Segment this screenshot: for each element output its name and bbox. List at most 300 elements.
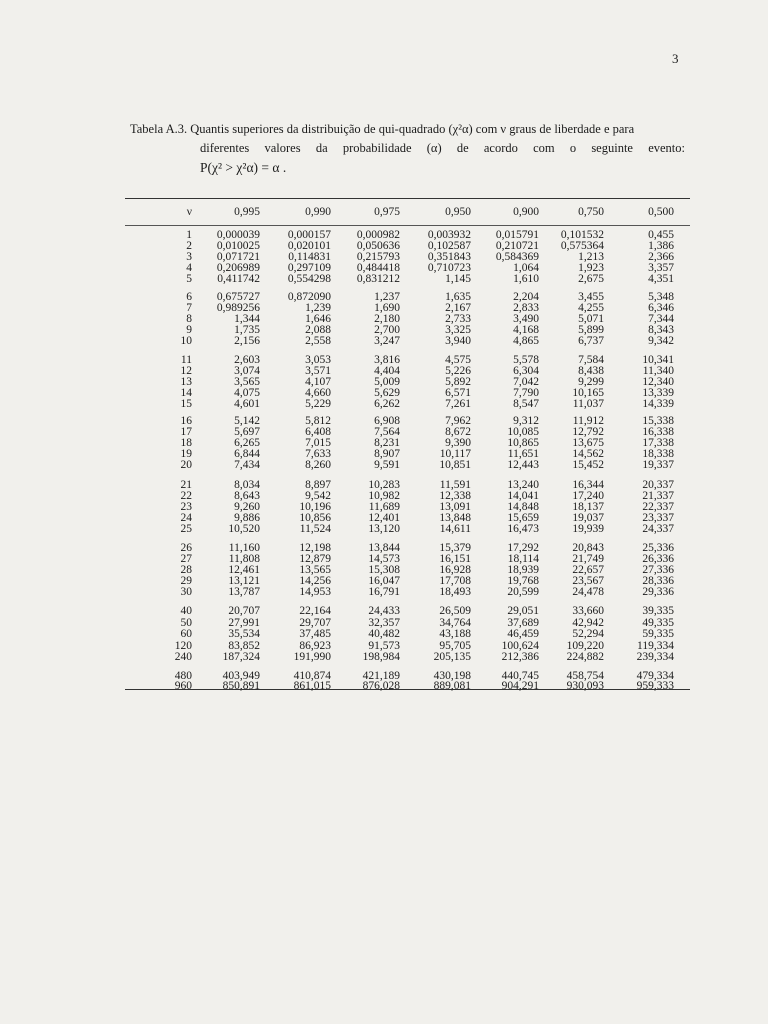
quantile-cell: 9,591 (374, 459, 400, 472)
quantile-cell: 8,438 (578, 365, 604, 378)
quantile-cell: 10,856 (299, 512, 331, 525)
quantile-cell: 7,790 (513, 387, 539, 400)
nu-cell: 20 (180, 459, 192, 472)
quantile-cell: 0,710723 (427, 262, 471, 275)
quantile-cell: 5,348 (648, 291, 674, 303)
quantile-cell: 9,342 (648, 335, 674, 348)
quantile-cell: 10,865 (507, 437, 539, 450)
quantile-cell: 1,237 (374, 291, 400, 303)
quantile-cell: 9,886 (234, 512, 260, 525)
quantile-cell: 13,675 (572, 437, 604, 450)
quantile-cell: 479,334 (636, 670, 674, 682)
quantile-cell: 11,912 (572, 415, 604, 427)
table-caption (130, 120, 685, 177)
quantile-cell: 2,167 (445, 302, 471, 315)
quantile-cell: 0,000982 (356, 229, 400, 241)
quantile-cell: 39,335 (642, 605, 674, 617)
quantile-cell: 29,051 (507, 605, 539, 617)
quantile-cell: 6,408 (305, 426, 331, 439)
quantile-cell: 410,874 (293, 670, 331, 682)
quantile-cell: 7,261 (445, 398, 471, 411)
quantile-cell: 8,260 (305, 459, 331, 472)
quantile-cell: 7,042 (513, 376, 539, 389)
quantile-cell: 13,848 (439, 512, 471, 525)
quantile-cell: 1,646 (305, 313, 331, 326)
quantile-cell: 20,599 (507, 586, 539, 599)
table-row (0, 651, 768, 663)
nu-cell: 18 (180, 437, 192, 450)
quantile-cell: 14,573 (368, 553, 400, 566)
quantile-cell: 4,075 (234, 387, 260, 400)
quantile-cell: 17,338 (642, 437, 674, 450)
quantile-cell: 0,411742 (217, 273, 260, 286)
quantile-cell: 15,338 (642, 415, 674, 427)
table-row (0, 605, 768, 617)
quantile-cell: 5,142 (234, 415, 260, 427)
quantile-cell: 8,907 (374, 448, 400, 461)
quantile-cell: 14,562 (572, 448, 604, 461)
table-row (0, 523, 768, 535)
quantile-cell: 11,651 (507, 448, 539, 461)
quantile-cell: 26,509 (439, 605, 471, 617)
quantile-cell: 24,337 (642, 523, 674, 536)
quantile-cell: 8,034 (234, 479, 260, 491)
table-header-rule (125, 225, 690, 226)
quantile-cell: 100,624 (501, 640, 539, 652)
quantile-cell: 27,991 (228, 617, 260, 629)
quantile-cell: 28,336 (642, 575, 674, 588)
nu-cell: 14 (180, 387, 192, 400)
nu-cell: 7 (186, 302, 192, 315)
quantile-cell: 23,567 (572, 575, 604, 588)
quantile-cell: 15,659 (507, 512, 539, 525)
nu-cell: 19 (180, 448, 192, 461)
nu-cell: 26 (180, 542, 192, 554)
quantile-cell: 49,335 (642, 617, 674, 629)
quantile-cell: 8,547 (513, 398, 539, 411)
quantile-cell: 4,168 (513, 324, 539, 337)
quantile-cell: 0,114831 (288, 251, 331, 264)
quantile-cell: 0,000039 (216, 229, 260, 241)
quantile-cell: 35,534 (228, 628, 260, 640)
quantile-cell: 5,812 (305, 415, 331, 427)
quantile-cell: 8,672 (445, 426, 471, 439)
quantile-cell: 95,705 (439, 640, 471, 652)
quantile-cell: 11,160 (228, 542, 260, 554)
quantile-cell: 37,689 (507, 617, 539, 629)
quantile-cell: 109,220 (566, 640, 604, 652)
quantile-cell: 0,297109 (287, 262, 331, 275)
quantile-cell: 5,629 (374, 387, 400, 400)
page-number: 3 (672, 51, 679, 66)
quantile-cell: 12,401 (368, 512, 400, 525)
quantile-cell: 2,088 (305, 324, 331, 337)
quantile-cell: 212,386 (501, 651, 539, 663)
quantile-cell: 11,524 (299, 523, 331, 536)
quantile-cell: 0,206989 (216, 262, 260, 275)
quantile-cell: 6,346 (648, 302, 674, 315)
nu-cell: 9 (186, 324, 192, 337)
nu-cell: 28 (180, 564, 192, 577)
quantile-cell: 6,908 (374, 415, 400, 427)
quantile-cell: 440,745 (501, 670, 539, 682)
quantile-cell: 46,459 (507, 628, 539, 640)
quantile-cell: 5,071 (578, 313, 604, 326)
quantile-cell: 2,204 (513, 291, 539, 303)
nu-cell: 960 (174, 680, 192, 692)
nu-header: ν (186, 206, 192, 218)
quantile-cell: 876,028 (362, 680, 400, 692)
quantile-cell: 6,304 (513, 365, 539, 378)
quantile-cell: 15,308 (368, 564, 400, 577)
quantile-cell: 889,081 (433, 680, 471, 692)
quantile-cell: 18,493 (439, 586, 471, 599)
quantile-cell: 3,490 (513, 313, 539, 326)
quantile-cell: 86,923 (299, 640, 331, 652)
alpha-header: 0,750 (578, 206, 604, 218)
nu-cell: 17 (180, 426, 192, 439)
quantile-cell: 403,949 (222, 670, 260, 682)
quantile-cell: 10,283 (368, 479, 400, 491)
quantile-cell: 0,575364 (560, 240, 604, 253)
nu-cell: 30 (180, 586, 192, 599)
quantile-cell: 7,434 (234, 459, 260, 472)
quantile-cell: 9,542 (305, 490, 331, 503)
quantile-cell: 26,336 (642, 553, 674, 566)
table-row (0, 398, 768, 410)
quantile-cell: 42,942 (572, 617, 604, 629)
quantile-cell: 3,565 (234, 376, 260, 389)
quantile-cell: 239,334 (636, 651, 674, 663)
quantile-cell: 6,265 (234, 437, 260, 450)
nu-cell: 240 (174, 651, 192, 663)
quantile-cell: 8,343 (648, 324, 674, 337)
quantile-cell: 12,443 (507, 459, 539, 472)
quantile-cell: 12,879 (299, 553, 331, 566)
quantile-cell: 59,335 (642, 628, 674, 640)
table-header-row (0, 206, 768, 218)
quantile-cell: 0,872090 (287, 291, 331, 303)
quantile-cell: 10,341 (642, 354, 674, 366)
quantile-cell: 2,733 (445, 313, 471, 326)
quantile-cell: 13,120 (368, 523, 400, 536)
quantile-cell: 25,336 (642, 542, 674, 554)
quantile-cell: 9,299 (578, 376, 604, 389)
quantile-cell: 10,851 (439, 459, 471, 472)
quantile-cell: 13,240 (507, 479, 539, 491)
quantile-cell: 0,071721 (216, 251, 260, 264)
quantile-cell: 13,565 (299, 564, 331, 577)
caption-line-2: diferentes valores da probabilidade (α) de acordo com o seguinte evento: (200, 141, 685, 155)
quantile-cell: 6,571 (445, 387, 471, 400)
quantile-cell: 10,196 (299, 501, 331, 514)
quantile-cell: 4,255 (578, 302, 604, 315)
quantile-cell: 52,294 (572, 628, 604, 640)
quantile-cell: 2,700 (374, 324, 400, 337)
quantile-cell: 40,482 (368, 628, 400, 640)
quantile-cell: 861,015 (293, 680, 331, 692)
nu-cell: 480 (174, 670, 192, 682)
quantile-cell: 20,843 (572, 542, 604, 554)
nu-cell: 13 (180, 376, 192, 389)
quantile-cell: 14,611 (439, 523, 471, 536)
quantile-cell: 34,764 (439, 617, 471, 629)
quantile-cell: 0,989256 (216, 302, 260, 315)
quantile-cell: 0,003932 (427, 229, 471, 241)
quantile-cell: 11,037 (572, 398, 604, 411)
quantile-cell: 8,897 (305, 479, 331, 491)
nu-cell: 5 (186, 273, 192, 286)
quantile-cell: 1,213 (578, 251, 604, 264)
quantile-cell: 14,848 (507, 501, 539, 514)
quantile-cell: 4,660 (305, 387, 331, 400)
quantile-cell: 21,749 (572, 553, 604, 566)
quantile-cell: 2,366 (648, 251, 674, 264)
quantile-cell: 43,188 (439, 628, 471, 640)
quantile-cell: 17,708 (439, 575, 471, 588)
quantile-cell: 12,340 (642, 376, 674, 389)
quantile-cell: 18,137 (572, 501, 604, 514)
quantile-cell: 191,990 (293, 651, 331, 663)
quantile-cell: 198,984 (362, 651, 400, 663)
table-row (0, 628, 768, 640)
quantile-cell: 29,707 (299, 617, 331, 629)
quantile-cell: 14,041 (507, 490, 539, 503)
alpha-header: 0,950 (445, 206, 471, 218)
quantile-cell: 16,344 (572, 479, 604, 491)
quantile-cell: 1,923 (578, 262, 604, 275)
quantile-cell: 850,891 (222, 680, 260, 692)
nu-cell: 23 (180, 501, 192, 514)
quantile-cell: 2,180 (374, 313, 400, 326)
quantile-cell: 18,338 (642, 448, 674, 461)
quantile-cell: 29,336 (642, 586, 674, 599)
quantile-cell: 16,928 (439, 564, 471, 577)
alpha-header: 0,975 (374, 206, 400, 218)
quantile-cell: 13,091 (439, 501, 471, 514)
quantile-cell: 0,351843 (427, 251, 471, 264)
nu-cell: 27 (180, 553, 192, 566)
quantile-cell: 4,107 (305, 376, 331, 389)
quantile-cell: 7,584 (578, 354, 604, 366)
nu-cell: 12 (180, 365, 192, 378)
nu-cell: 3 (186, 251, 192, 264)
quantile-cell: 904,291 (501, 680, 539, 692)
quantile-cell: 421,189 (362, 670, 400, 682)
quantile-cell: 7,344 (648, 313, 674, 326)
quantile-cell: 959,333 (636, 680, 674, 692)
quantile-cell: 2,833 (513, 302, 539, 315)
quantile-cell: 1,239 (305, 302, 331, 315)
quantile-cell: 0,675727 (216, 291, 260, 303)
quantile-cell: 11,689 (368, 501, 400, 514)
quantile-cell: 0,101532 (560, 229, 604, 241)
table-top-rule (125, 198, 690, 199)
table-row (0, 680, 768, 692)
quantile-cell: 5,899 (578, 324, 604, 337)
quantile-cell: 3,940 (445, 335, 471, 348)
quantile-cell: 4,575 (445, 354, 471, 366)
quantile-cell: 3,325 (445, 324, 471, 337)
quantile-cell: 14,256 (299, 575, 331, 588)
nu-cell: 21 (180, 479, 192, 491)
quantile-cell: 0,020101 (287, 240, 331, 253)
quantile-cell: 13,844 (368, 542, 400, 554)
quantile-cell: 7,564 (374, 426, 400, 439)
alpha-header: 0,990 (305, 206, 331, 218)
quantile-cell: 18,939 (507, 564, 539, 577)
quantile-cell: 2,603 (234, 354, 260, 366)
nu-cell: 2 (186, 240, 192, 253)
table-row (0, 586, 768, 598)
quantile-cell: 205,135 (433, 651, 471, 663)
quantile-cell: 187,324 (222, 651, 260, 663)
nu-cell: 50 (180, 617, 192, 629)
alpha-header: 0,995 (234, 206, 260, 218)
quantile-cell: 19,037 (572, 512, 604, 525)
nu-cell: 16 (180, 415, 192, 427)
quantile-cell: 7,015 (305, 437, 331, 450)
caption-line-3: P(χ² > χ²α) = α . (200, 160, 287, 175)
quantile-cell: 0,484418 (356, 262, 400, 275)
quantile-cell: 37,485 (299, 628, 331, 640)
quantile-cell: 1,690 (374, 302, 400, 315)
quantile-cell: 1,635 (445, 291, 471, 303)
quantile-cell: 1,064 (513, 262, 539, 275)
quantile-cell: 12,338 (439, 490, 471, 503)
quantile-cell: 12,198 (299, 542, 331, 554)
quantile-cell: 5,892 (445, 376, 471, 389)
quantile-cell: 17,240 (572, 490, 604, 503)
quantile-cell: 24,478 (572, 586, 604, 599)
quantile-cell: 3,571 (305, 365, 331, 378)
quantile-cell: 20,707 (228, 605, 260, 617)
quantile-cell: 16,047 (368, 575, 400, 588)
quantile-cell: 5,578 (513, 354, 539, 366)
table-row (0, 273, 768, 285)
quantile-cell: 2,558 (305, 335, 331, 348)
quantile-cell: 0,584369 (495, 251, 539, 264)
quantile-cell: 5,009 (374, 376, 400, 389)
quantile-cell: 13,339 (642, 387, 674, 400)
nu-cell: 6 (186, 291, 192, 303)
quantile-cell: 1,145 (445, 273, 471, 286)
quantile-cell: 1,386 (648, 240, 674, 253)
caption-line-1: Tabela A.3. Quantis superiores da distribuição de qui-quadrado (χ²α) com ν graus de liberdade e para (130, 122, 635, 136)
quantile-cell: 16,151 (439, 553, 471, 566)
quantile-cell: 10,165 (572, 387, 604, 400)
nu-cell: 15 (180, 398, 192, 411)
quantile-cell: 4,351 (648, 273, 674, 286)
quantile-cell: 6,844 (234, 448, 260, 461)
quantile-cell: 22,164 (299, 605, 331, 617)
quantile-cell: 13,787 (228, 586, 260, 599)
nu-cell: 22 (180, 490, 192, 503)
quantile-cell: 224,882 (566, 651, 604, 663)
nu-cell: 25 (180, 523, 192, 536)
nu-cell: 10 (180, 335, 192, 348)
quantile-cell: 0,015791 (495, 229, 539, 241)
quantile-cell: 0,010025 (216, 240, 260, 253)
quantile-cell: 8,231 (374, 437, 400, 450)
quantile-cell: 5,697 (234, 426, 260, 439)
nu-cell: 29 (180, 575, 192, 588)
quantile-cell: 33,660 (572, 605, 604, 617)
nu-cell: 24 (180, 512, 192, 525)
quantile-cell: 119,334 (637, 640, 674, 652)
quantile-cell: 1,344 (234, 313, 260, 326)
quantile-cell: 3,357 (648, 262, 674, 275)
quantile-cell: 1,735 (234, 324, 260, 337)
quantile-cell: 2,156 (234, 335, 260, 348)
quantile-cell: 6,737 (578, 335, 604, 348)
nu-cell: 4 (186, 262, 192, 275)
quantile-cell: 0,000157 (287, 229, 331, 241)
quantile-cell: 3,247 (374, 335, 400, 348)
quantile-cell: 24,433 (368, 605, 400, 617)
quantile-cell: 12,461 (228, 564, 260, 577)
table-bottom-rule (125, 689, 690, 690)
quantile-cell: 3,053 (305, 354, 331, 366)
quantile-cell: 9,260 (234, 501, 260, 514)
nu-cell: 40 (180, 605, 192, 617)
quantile-cell: 430,198 (433, 670, 471, 682)
quantile-cell: 16,473 (507, 523, 539, 536)
quantile-cell: 13,121 (228, 575, 260, 588)
nu-cell: 11 (180, 354, 192, 366)
quantile-cell: 1,610 (513, 273, 539, 286)
quantile-cell: 4,404 (374, 365, 400, 378)
quantile-cell: 19,768 (507, 575, 539, 588)
quantile-cell: 0,215793 (356, 251, 400, 264)
nu-cell: 8 (186, 313, 192, 326)
table-row (0, 459, 768, 471)
quantile-cell: 10,520 (228, 523, 260, 536)
quantile-cell: 9,390 (445, 437, 471, 450)
quantile-cell: 27,336 (642, 564, 674, 577)
quantile-cell: 10,982 (368, 490, 400, 503)
quantile-cell: 7,633 (305, 448, 331, 461)
quantile-cell: 23,337 (642, 512, 674, 525)
quantile-cell: 11,340 (642, 365, 674, 378)
quantile-cell: 0,554298 (287, 273, 331, 286)
table-row (0, 335, 768, 347)
quantile-cell: 16,338 (642, 426, 674, 439)
quantile-cell: 15,379 (439, 542, 471, 554)
quantile-cell: 0,210721 (495, 240, 539, 253)
quantile-cell: 16,791 (368, 586, 400, 599)
quantile-cell: 4,601 (234, 398, 260, 411)
quantile-cell: 5,226 (445, 365, 471, 378)
nu-cell: 1 (186, 229, 192, 241)
nu-cell: 120 (174, 640, 192, 652)
quantile-cell: 15,452 (572, 459, 604, 472)
quantile-cell: 0,050636 (356, 240, 400, 253)
quantile-cell: 6,262 (374, 398, 400, 411)
quantile-cell: 0,831212 (356, 273, 400, 286)
quantile-cell: 11,808 (228, 553, 260, 566)
quantile-cell: 91,573 (368, 640, 400, 652)
alpha-header: 0,900 (513, 206, 539, 218)
quantile-cell: 22,657 (572, 564, 604, 577)
nu-cell: 60 (180, 628, 192, 640)
quantile-cell: 10,117 (439, 448, 471, 461)
quantile-cell: 19,337 (642, 459, 674, 472)
quantile-cell: 12,792 (572, 426, 604, 439)
quantile-cell: 17,292 (507, 542, 539, 554)
quantile-cell: 0,102587 (427, 240, 471, 253)
quantile-cell: 22,337 (642, 501, 674, 514)
